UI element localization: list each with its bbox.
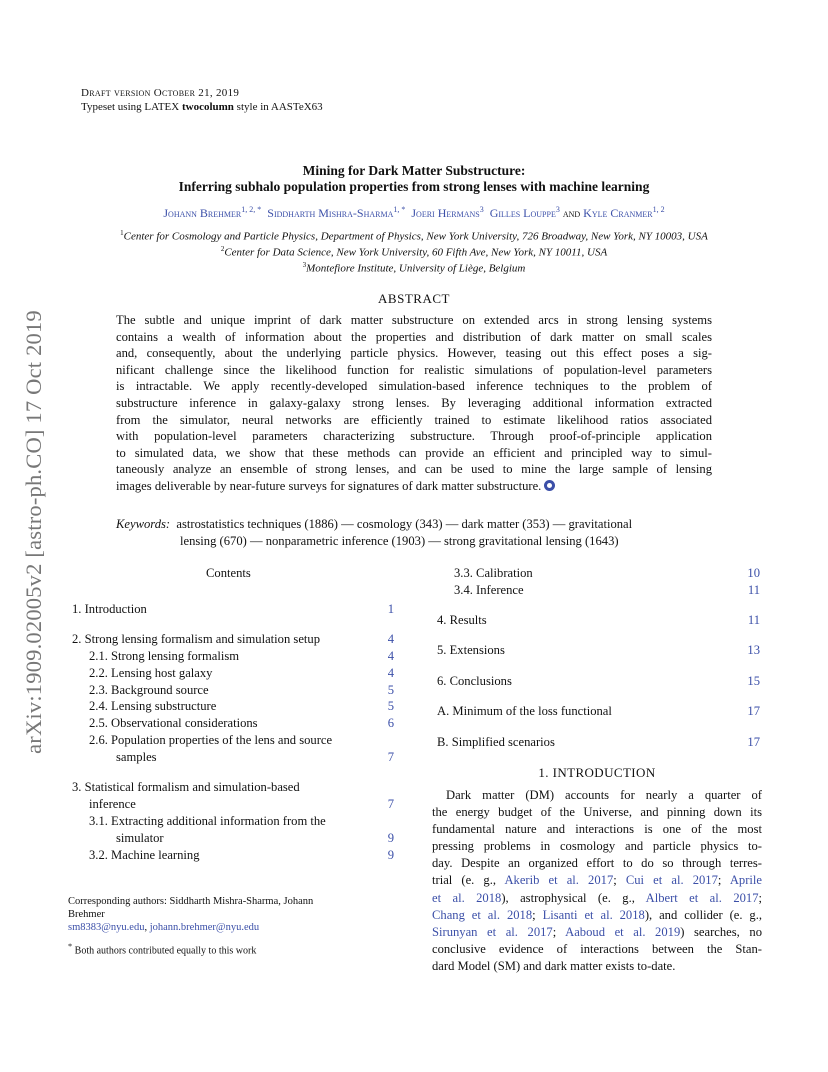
abstract-line: taneously analyze an ensemble of strong lenses, and can be used to mine the large sample of lensing [116, 462, 712, 477]
toc-entry-label[interactable]: 3. Statistical formalism and simulation-based [72, 780, 300, 794]
abstract-line [116, 478, 712, 495]
intro-line: Dark matter (DM) accounts for nearly a quarter of [446, 788, 762, 802]
intro-text: ), and collider (e. g., [644, 907, 763, 922]
citation-link[interactable]: Albert et al. 2017 [645, 890, 759, 905]
corresponding-authors [68, 895, 378, 934]
intro-line: pressing problems in cosmology and particle physics to- [432, 839, 762, 854]
author-5-sup: 1, 2 [652, 205, 665, 214]
abstract-line: nificant challenge since the likelihood function for realistic simulations of population-level parameters [116, 362, 712, 377]
affiliation-1-sup: 1 [120, 229, 124, 237]
intro-text: ; [717, 873, 730, 888]
email-link-2[interactable]: johann.brehmer@nyu.edu [149, 922, 260, 933]
intro-text: ; [552, 924, 566, 939]
toc-entry-page[interactable]: 4 [387, 649, 394, 663]
arxiv-stamp-text: arXiv:1909.02005v2 [astro-ph.CO] 17 Oct 2019 [21, 310, 46, 754]
keywords-label: Keywords: [116, 517, 171, 531]
affiliation-2 [0, 245, 828, 259]
toc-entry-page[interactable]: 7 [387, 750, 394, 764]
toc-entry-page[interactable]: 4 [387, 632, 394, 646]
title-line-2: Inferring subhalo population properties from strong lenses with machine learning [178, 179, 650, 194]
typeset-bold: twocolumn [181, 101, 234, 113]
citation-link[interactable]: Lisanti et al. 2018 [542, 907, 645, 922]
toc-entry-label[interactable]: 3.4. Inference [454, 583, 524, 597]
title-line-1: Mining for Dark Matter Substructure: [302, 163, 526, 178]
citation-link[interactable]: Sirunyan et al. 2017 [432, 924, 553, 939]
toc-entry-page[interactable]: 1 [387, 602, 394, 616]
toc-entry-label[interactable]: 5. Extensions [437, 643, 505, 657]
author-4-sup: 3 [555, 205, 560, 214]
affiliation-1-text: Center for Cosmology and Particle Physics, Department of Physics, New York University, 726 Broadway, New York, NY 10003, USA [123, 230, 708, 243]
arxiv-stamp[interactable] [20, 262, 48, 802]
keywords-line-2: lensing (670) — nonparametric inference (1903) — strong gravitational lensing (1643) [180, 534, 619, 548]
affiliation-3-sup: 3 [302, 261, 307, 269]
intro-line: dard Model (SM) and dark matter exists to-date. [432, 958, 676, 973]
email-sep: , [144, 922, 150, 933]
intro-text: ; [758, 890, 763, 905]
toc-entry-label[interactable]: 4. Results [437, 613, 487, 627]
toc-entry-page[interactable]: 15 [747, 674, 760, 688]
footnote-text: Both authors contributed equally to this work [72, 945, 257, 957]
toc-entry-label[interactable]: 6. Conclusions [437, 674, 512, 688]
author-2[interactable]: Siddharth Mishra-Sharma [267, 206, 394, 220]
author-5[interactable]: Kyle Cranmer [583, 206, 653, 220]
citation-link[interactable]: Chang et al. 2018 [432, 907, 533, 922]
toc-entry-label[interactable]: B. Simplified scenarios [437, 735, 555, 749]
intro-line: conclusive evidence of interactions between the Stan- [432, 941, 762, 956]
toc-entry-page[interactable]: 17 [747, 735, 760, 749]
typeset-suffix: style in AASTeX63 [233, 101, 323, 113]
toc-entry-label[interactable]: 2.1. Strong lensing formalism [89, 649, 240, 663]
author-list [0, 205, 828, 221]
toc-entry-label[interactable]: 2.6. Population properties of the lens and source [89, 733, 333, 747]
abstract-line: with population-level parameters characterizing substructure. Through proof-of-principle application [116, 429, 712, 444]
citation-link[interactable]: Cui et al. 2017 [625, 873, 718, 888]
toc-entry-page[interactable]: 6 [387, 716, 394, 730]
intro-text: ; [613, 873, 626, 888]
toc-entry-page[interactable]: 17 [747, 704, 760, 718]
toc-entry-page[interactable]: 13 [747, 643, 760, 657]
intro-line: fundamental nature and interactions is one of the most [432, 822, 762, 837]
abstract-line: The subtle and unique imprint of dark matter substructure on extended arcs in strong lensing systems [116, 313, 712, 327]
abstract-heading: ABSTRACT [378, 291, 450, 306]
affiliation-3 [0, 261, 828, 275]
toc-entry-label[interactable]: A. Minimum of the loss functional [437, 704, 612, 718]
keywords-line-1 [116, 516, 632, 533]
citation-link[interactable]: Aprile [729, 873, 762, 888]
github-icon[interactable] [544, 480, 555, 491]
toc-entry-label-cont[interactable]: samples [116, 750, 157, 764]
toc-entry-label[interactable]: 2.4. Lensing substructure [89, 699, 217, 713]
abstract-line: is intractable. We apply recently-developed simulation-based inference techniques to the problem of [116, 379, 712, 394]
toc-heading: Contents [206, 566, 251, 580]
toc-entry-label-cont[interactable]: simulator [116, 831, 164, 845]
toc-entry-label[interactable]: 3.2. Machine learning [89, 848, 200, 862]
affiliation-1 [0, 229, 828, 243]
affiliation-2-text: Center for Data Science, New York University, 60 Fifth Ave, New York, NY 10011, USA [224, 246, 608, 259]
affiliation-3-text: Montefiore Institute, University of Liège, Belgium [306, 262, 526, 275]
intro-text: ) searches, no [680, 924, 762, 939]
author-2-sup: 1, * [393, 205, 406, 214]
toc-entry-label[interactable]: 3.1. Extracting additional information from the [89, 814, 326, 828]
affiliation-2-sup: 2 [220, 245, 225, 253]
toc-entry-page[interactable]: 9 [387, 848, 394, 862]
toc-entry-page[interactable]: 9 [387, 831, 394, 845]
abstract-line: to simulated data, we show that these methods can provide an efficient and principled way to simul- [116, 445, 712, 460]
abstract-last-text: images deliverable by near-future surveys for signatures of dark matter substructure. [116, 478, 542, 493]
footnote [68, 942, 256, 956]
latex-logo: LATEX [144, 101, 180, 113]
typeset-prefix: Typeset using [81, 101, 145, 113]
citation-link[interactable]: Aaboud et al. 2019 [565, 924, 681, 939]
draft-version: Draft version October 21, 2019 [81, 87, 240, 99]
intro-text: ; [532, 907, 543, 922]
citation-link[interactable]: et al. 2018 [432, 890, 502, 905]
author-3-sup: 3 [479, 205, 484, 214]
email-link-1[interactable]: sm8383@nyu.edu [68, 922, 145, 933]
toc-entry-label[interactable]: 1. Introduction [72, 602, 147, 616]
toc-entry-page[interactable]: 11 [747, 613, 760, 627]
intro-text: ), astrophysical (e. g., [501, 890, 646, 905]
toc-entry-page[interactable]: 7 [387, 797, 394, 811]
footnote-mark: * [68, 942, 73, 951]
citation-link[interactable]: Akerib et al. 2017 [504, 873, 614, 888]
corresponding-text-2: Brehmer [68, 909, 105, 920]
toc-entry-label[interactable]: 2. Strong lensing formalism and simulation setup [72, 632, 321, 646]
abstract-line: contains a wealth of information about the properties and distribution of dark matter on small scales [116, 329, 712, 344]
toc-entry-page[interactable]: 11 [747, 583, 760, 597]
intro-text: trial (e. g., [432, 873, 505, 888]
toc-entry-label[interactable]: 2.2. Lensing host galaxy [89, 666, 213, 680]
author-3[interactable]: Joeri Hermans [411, 206, 480, 220]
toc-entry-label[interactable]: 2.5. Observational considerations [89, 716, 258, 730]
intro-line [432, 907, 762, 924]
author-1[interactable]: Johann Brehmer [163, 206, 242, 220]
corresponding-text-1: Corresponding authors: Siddharth Mishra-Sharma, Johann [68, 896, 314, 907]
abstract-body [116, 312, 712, 495]
abstract-line: substructure inference in galaxy-galaxy strong lenses. By leveraging additional information extracted [116, 395, 712, 410]
intro-line: day. Despite an organized effort to do so through terres- [432, 856, 762, 871]
keywords-text-1: astrostatistics techniques (1886) — cosmology (343) — dark matter (353) — gravitational [176, 517, 633, 531]
abstract-line: and, consequently, about the underlying particle physics. However, teasing out this effect poses a sig- [116, 346, 712, 361]
toc-entry-page[interactable]: 5 [387, 699, 394, 713]
author-1-sup: 1, 2, * [241, 205, 262, 214]
abstract-line: from the simulator, neural networks are efficiently trained to estimate likelihood ratios associated [116, 412, 712, 427]
toc-entry-label-cont[interactable]: inference [89, 797, 136, 811]
intro-line [432, 890, 762, 907]
intro-line [432, 924, 762, 941]
author-4[interactable]: Gilles Louppe [489, 206, 556, 220]
author-and: and [562, 208, 581, 220]
intro-line [432, 872, 762, 889]
toc-entry-page[interactable]: 5 [387, 683, 394, 697]
typeset-note [81, 101, 323, 113]
introduction-body [432, 787, 762, 975]
toc-entry-page[interactable]: 4 [387, 666, 394, 680]
toc-entry-label[interactable]: 2.3. Background source [89, 683, 209, 697]
toc-entry-page[interactable]: 10 [747, 566, 760, 580]
toc-entry-label[interactable]: 3.3. Calibration [454, 566, 533, 580]
introduction-heading: 1. INTRODUCTION [538, 765, 656, 780]
corresponding-emails [68, 921, 378, 934]
intro-line: the energy budget of the Universe, and pinning down its [432, 805, 762, 820]
